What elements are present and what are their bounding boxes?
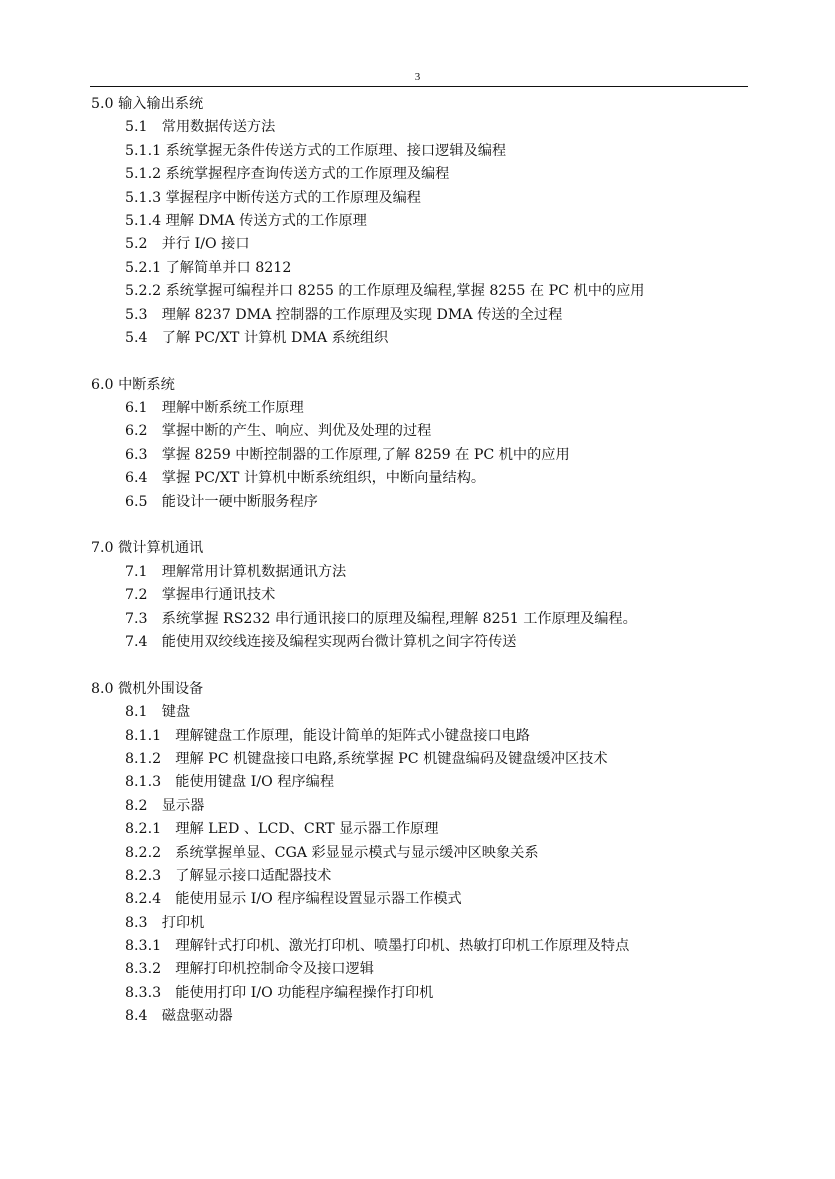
- list-item: 7.2 掌握串行通讯技术: [125, 587, 276, 604]
- section-peripherals: [91, 678, 791, 1029]
- list-item: 6.5 能设计一硬中断服务程序: [125, 493, 318, 510]
- list-item: 7.1 理解常用计算机数据通讯方法: [125, 563, 347, 580]
- list-item: 8.1.2 理解 PC 机键盘接口电路,系统掌握 PC 机键盘编码及键盘缓冲区技术: [125, 750, 608, 767]
- section-title: 6.0 中断系统: [91, 376, 175, 393]
- section-interrupt-system: [91, 374, 791, 514]
- list-item: 8.3.2 理解打印机控制命令及接口逻辑: [125, 961, 374, 978]
- list-item: 5.3 理解 8237 DMA 控制器的工作原理及实现 DMA 传送的全过程: [125, 306, 563, 323]
- list-item: 8.2 显示器: [125, 797, 205, 814]
- list-item: 5.1.3 掌握程序中断传送方式的工作原理及编程: [125, 189, 421, 206]
- list-item: 8.1.1 理解键盘工作原理，能设计简单的矩阵式小键盘接口电路: [125, 727, 530, 744]
- list-item: 8.2.1 理解 LED 、LCD、CRT 显示器工作原理: [125, 821, 439, 838]
- list-item: 8.3.1 理解针式打印机、激光打印机、喷墨打印机、热敏打印机工作原理及特点: [125, 938, 630, 955]
- list-item: 6.1 理解中断系统工作原理: [125, 400, 304, 417]
- list-item: 5.1 常用数据传送方法: [125, 119, 276, 136]
- list-item: 6.3 掌握 8259 中断控制器的工作原理,了解 8259 在 PC 机中的应用: [125, 446, 570, 463]
- list-item: 5.2.1 了解简单并口 8212: [125, 259, 292, 276]
- document-body: [91, 93, 791, 1029]
- section-io-system: [91, 93, 791, 350]
- list-item: 5.2.2 系统掌握可编程并口 8255 的工作原理及编程,掌握 8255 在 PC 机中的应用: [125, 283, 645, 300]
- section-title: 8.0 微机外围设备: [91, 680, 204, 697]
- list-item: 5.1.1 系统掌握无条件传送方式的工作原理、接口逻辑及编程: [125, 142, 507, 159]
- list-item: 8.1.3 能使用键盘 I/O 程序编程: [125, 774, 335, 791]
- section-communication: [91, 537, 791, 654]
- list-item: 7.3 系统掌握 RS232 串行通讯接口的原理及编程,理解 8251 工作原理及编程。: [125, 610, 637, 627]
- section-title: 7.0 微计算机通讯: [91, 540, 204, 557]
- list-item: 8.2.4 能使用显示 I/O 程序编程设置显示器工作模式: [125, 891, 462, 908]
- list-item: 8.3.3 能使用打印 I/O 功能程序编程操作打印机: [125, 984, 434, 1001]
- list-item: 7.4 能使用双绞线连接及编程实现两台微计算机之间字符传送: [125, 633, 517, 650]
- list-item: 5.1.4 理解 DMA 传送方式的工作原理: [125, 212, 367, 229]
- list-item: 8.3 打印机: [125, 914, 205, 931]
- list-item: 8.2.2 系统掌握单显、CGA 彩显显示模式与显示缓冲区映象关系: [125, 844, 539, 861]
- list-item: 5.2 并行 I/O 接口: [125, 236, 250, 253]
- list-item: 5.1.2 系统掌握程序查询传送方式的工作原理及编程: [125, 166, 450, 183]
- section-title: 5.0 输入输出系统: [91, 96, 204, 112]
- list-item: 6.2 掌握中断的产生、响应、判优及处理的过程: [125, 423, 432, 440]
- page-number: 3: [414, 71, 421, 83]
- list-item: 6.4 掌握 PC/XT 计算机中断系统组织，中断向量结构。: [125, 470, 486, 487]
- list-item: 8.2.3 了解显示接口适配器技术: [125, 867, 332, 884]
- header-rule: [90, 86, 748, 87]
- list-item: 5.4 了解 PC/XT 计算机 DMA 系统组织: [125, 329, 389, 346]
- list-item: 8.1 键盘: [125, 704, 191, 721]
- list-item: 8.4 磁盘驱动器: [125, 1008, 233, 1025]
